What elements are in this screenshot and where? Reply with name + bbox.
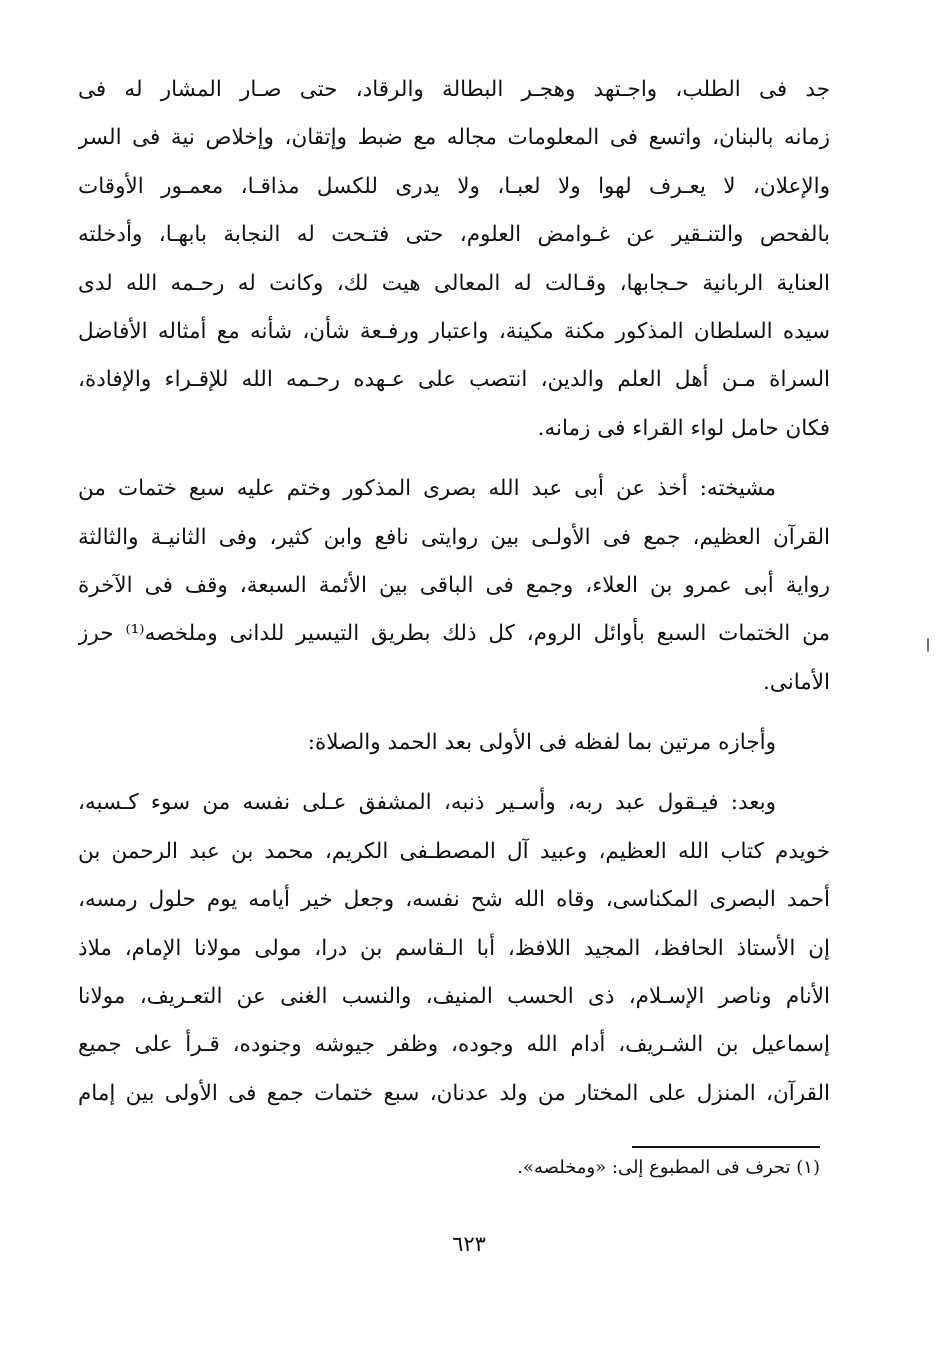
text-line: القرآن العظيم، جمع فى الأولـى بين روايتى نافع وابن كثير، وفى الثانيـة والثالثة bbox=[78, 524, 830, 550]
text-line: وبعد: فيـقول عبد ربه، وأسـير ذنبه، المشفق عـلى نفسه من سوء كـسبه، bbox=[78, 790, 776, 816]
text-line: إن الأستاذ الحافظ، المجيد اللافظ، أبا الـقاسم بن درا، مولى مولانا الإمام، ملاذ bbox=[78, 935, 830, 961]
paragraph-gap bbox=[78, 453, 830, 465]
paragraph-3 bbox=[78, 719, 830, 767]
text-line: العناية الربانية حـجابها، وقـالت له المعالى هيت لك، وكانت له رحـمه الله لدى bbox=[78, 270, 830, 296]
footnote: (١) تحرف فى المطبوع إلى: «ومخلصه». bbox=[517, 1157, 820, 1178]
scan-edge-mark bbox=[927, 638, 929, 652]
text-line: فكان حامل لواء القراء فى زمانه. bbox=[537, 415, 830, 441]
text-line: والإعلان، لا يعـرف لهوا ولا لعبـا، ولا يدرى للكسل مذاقـا، معمـور الأوقات bbox=[78, 173, 830, 199]
text-line: زمانه بالبنان، واتسع فى المعلومات مجاله مع ضبط وإتقان، وإخلاص نية فى السر bbox=[78, 125, 830, 151]
paragraph-gap bbox=[78, 767, 830, 779]
paragraph-2 bbox=[78, 465, 830, 707]
text-line: من الختمات السبع بأوائل الروم، كل ذلك بطريق التيسير للدانى وملخصه⁽¹⁾ حرز bbox=[78, 621, 830, 647]
paragraph-4 bbox=[78, 779, 830, 1118]
text-line: رواية أبى عمرو بن العلاء، وجمع فى الباقى بين الأئمة السبعة، وقف فى الآخرة bbox=[78, 572, 830, 598]
page-number: ٦٢٣ bbox=[452, 1232, 486, 1256]
footnote-separator bbox=[632, 1146, 820, 1148]
text-line: وأجازه مرتين بما لفظه فى الأولى بعد الحمد والصلاة: bbox=[307, 730, 776, 756]
text-line: جد فى الطلب، واجـتهد وهجـر البطالة والرقاد، حتى صـار المشار له فى bbox=[78, 77, 830, 102]
text-line: سيده السلطان المذكور مكنة مكينة، واعتبار ورفـعة شأن، شأنه مع أمثاله الأفاضل bbox=[78, 318, 830, 344]
text-line: بالفحص والتنـقير عن غـوامض العلوم، حتى فتـحت له النجابة بابهـا، وأدخلته bbox=[78, 222, 830, 248]
paragraph-1 bbox=[78, 66, 830, 453]
text-line: خويدم كتاب الله العظيم، وعبيد آل المصطـفى الكريم، محمد بن عبد الرحمن بن bbox=[78, 838, 830, 864]
text-line: الأنام وناصر الإسـلام، ذى الحسب المنيف، والنسب الغنى عن التعـريف، مولانا bbox=[78, 984, 830, 1010]
text-line: أحمد البصرى المكناسى، وقاه الله شح نفسه، وجعل خير أيامه يوم حلول رمسه، bbox=[78, 887, 830, 913]
text-line: مشيخته: أخذ عن أبى عبد الله بصرى المذكور وختم عليه سبع ختمات من bbox=[78, 476, 776, 502]
text-line: الأمانى. bbox=[762, 669, 830, 695]
body-text bbox=[78, 66, 830, 1118]
text-line: إسماعيل بن الشـريف، أدام الله وجوده، وظفر جيوشه وجنوده، قـرأ على جميع bbox=[78, 1032, 830, 1058]
text-line: القرآن، المنزل على المختار من ولد عدنان، سبع ختمات جمع فى الأولى بين إمام bbox=[78, 1080, 830, 1106]
paragraph-gap bbox=[78, 707, 830, 719]
text-line: السراة مـن أهل العلم والدين، انتصب على عـهده رحـمه الله للإقـراء والإفادة، bbox=[78, 367, 830, 393]
